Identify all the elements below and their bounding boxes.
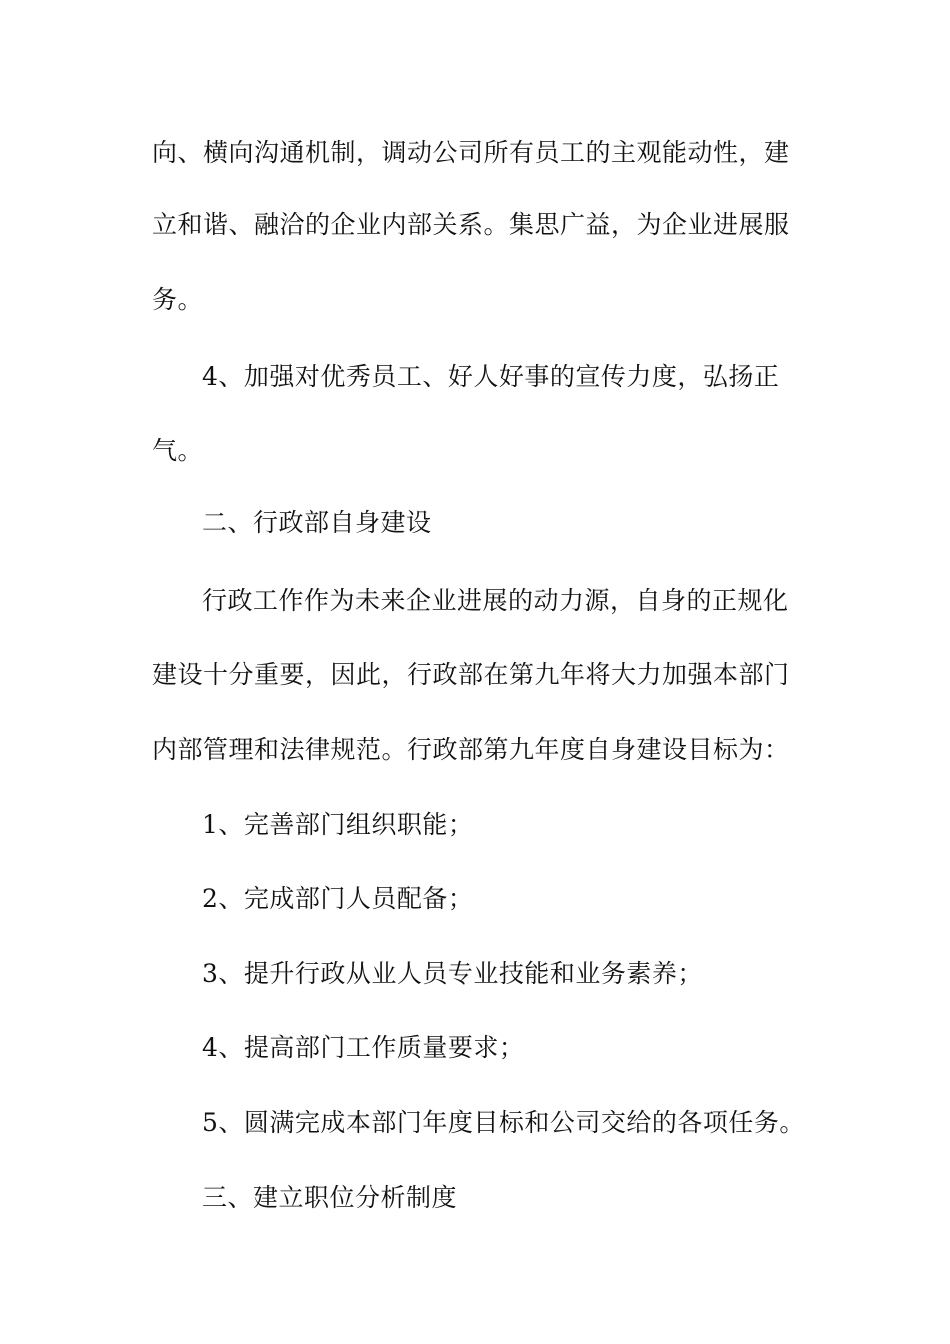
paragraph-line: 行政工作作为未来企业进展的动力源，自身的正规化 bbox=[202, 586, 789, 615]
list-item: 1、完善部门组织职能； bbox=[202, 810, 474, 839]
paragraph-line: 建设十分重要，因此，行政部在第九年将大力加强本部门 bbox=[152, 660, 790, 689]
paragraph-line: 气。 bbox=[152, 436, 204, 465]
paragraph-line: 向、横向沟通机制，调动公司所有员工的主观能动性，建 bbox=[152, 138, 790, 167]
paragraph-line: 立和谐、融洽的企业内部关系。集思广益，为企业进展服 bbox=[152, 210, 790, 239]
list-item: 2、完成部门人员配备； bbox=[202, 884, 474, 913]
paragraph-line: 4、加强对优秀员工、好人好事的宣传力度，弘扬正 bbox=[202, 362, 780, 391]
list-item: 3、提升行政从业人员专业技能和业务素养； bbox=[202, 959, 703, 988]
paragraph-line: 务。 bbox=[152, 285, 204, 314]
section-heading: 二、行政部自身建设 bbox=[202, 508, 432, 537]
paragraph-line: 内部管理和法律规范。行政部第九年度自身建设目标为： bbox=[152, 735, 790, 764]
list-item: 5、圆满完成本部门年度目标和公司交给的各项任务。 bbox=[202, 1108, 805, 1137]
section-heading: 三、建立职位分析制度 bbox=[202, 1183, 458, 1212]
list-item: 4、提高部门工作质量要求； bbox=[202, 1033, 525, 1062]
